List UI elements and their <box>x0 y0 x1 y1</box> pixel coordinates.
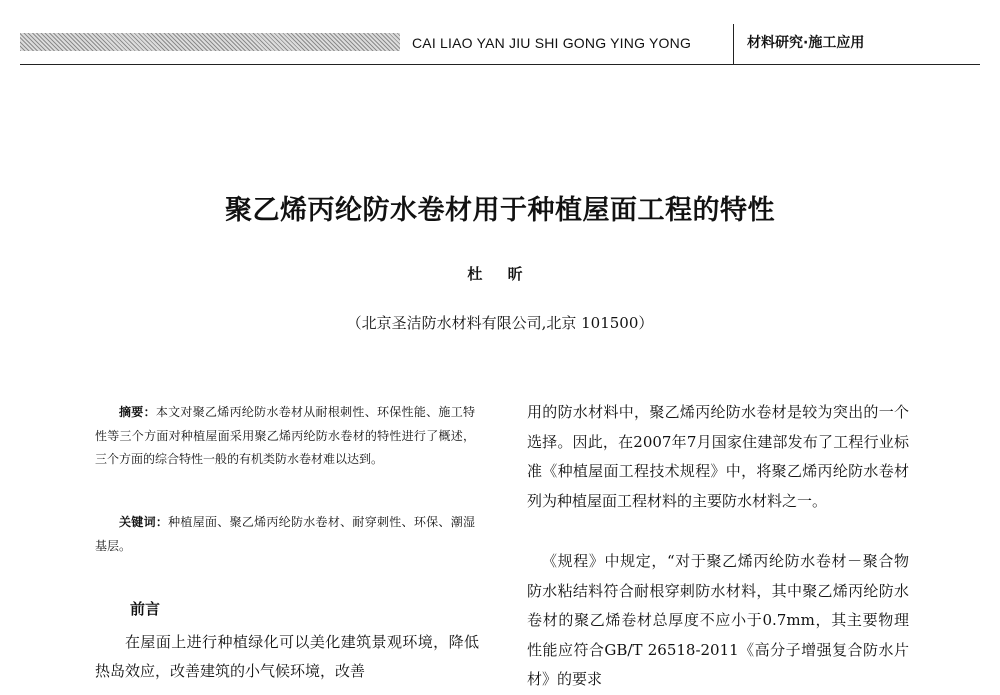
journal-name: CAI LIAO YAN JIU SHI GONG YING YONG <box>412 35 692 51</box>
header-rule <box>20 64 980 65</box>
author-affiliation: （北京圣洁防水材料有限公司,北京 101500） <box>346 314 654 332</box>
abstract-text: 本文对聚乙烯丙纶防水卷材从耐根刺性、环保性能、施工特性等三个方面对种植屋面采用聚乙烯丙纶防水卷材的特性进行了概述，三个方面的综合特性一般的有机类防水卷材难以达到。 <box>95 405 475 466</box>
section-name: 材料研究·施工应用 <box>747 35 865 51</box>
abstract <box>95 401 475 472</box>
header-pattern-band <box>20 33 400 51</box>
right-column-paragraph-1: 用的防水材料中，聚乙烯丙纶防水卷材是较为突出的一个选择。因此，在2007年7月国家住建部发布了工程行业标准《种植屋面工程技术规程》中，将聚乙烯丙纶防水卷材列为种植屋面工程材料的主要防水材料之一。 <box>527 403 909 510</box>
author-name: 杜 昕 <box>467 265 533 283</box>
keywords-text: 种植屋面、聚乙烯丙纶防水卷材、耐穿刺性、环保、潮湿基层。 <box>95 515 475 553</box>
header-separator <box>733 24 734 64</box>
right-column-paragraph-2: 《规程》中规定，“对于聚乙烯丙纶防水卷材－聚合物防水粘结料符合耐根穿刺防水材料，其中聚乙烯丙纶防水卷材的聚乙烯卷材总厚度不应小于0.7mm，其主要物理性能应符合GB/T 26518-2011《高分子增强复合防水片材》的要求 <box>527 552 909 688</box>
keywords-label: 关键词： <box>119 515 169 529</box>
intro-paragraph: 在屋面上进行种植绿化可以美化建筑景观环境，降低热岛效应，改善建筑的小气候环境，改善 <box>95 633 479 680</box>
article-title: 聚乙烯丙纶防水卷材用于种植屋面工程的特性 <box>225 195 775 226</box>
abstract-label: 摘要： <box>119 405 156 419</box>
keywords <box>95 511 475 558</box>
intro-heading: 前言 <box>130 600 161 618</box>
